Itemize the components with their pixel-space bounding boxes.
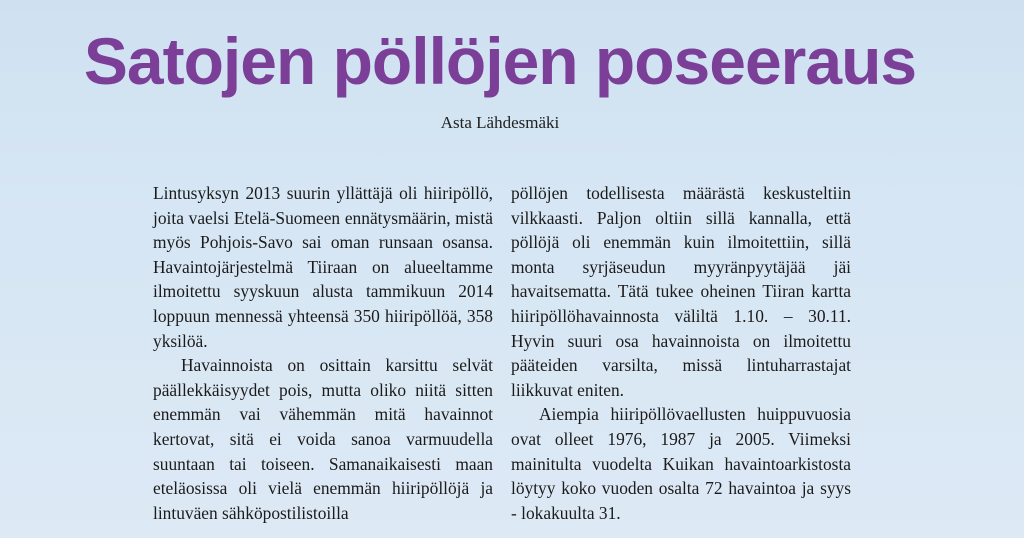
article-title: Satojen pöllöjen poseeraus	[83, 24, 917, 98]
paragraph: Aiempia hiiripöllövaellusten huippuvuosia ovat olleet 1976, 1987 ja 2005. Viimeksi mainitulta vuodelta Kuikan havaintoarkistosta löytyy koko vuoden osalta 72 havaintoa ja syys - lokakuulta 31.	[511, 404, 851, 523]
text-column-left	[153, 181, 493, 525]
paragraph: Lintusyksyn 2013 suurin yllättäjä oli hiiripöllö, joita vaelsi Etelä-Suomeen ennätysmäärin, mistä myös Pohjois-Savo sai oman runsaan osansa. Havaintojärjestelmä Tiiraan on alueeltamme ilmoitettu syyskuun alusta tammikuun 2014 loppuun mennessä yhteensä 350 hiiripöllöä, 358 yksilöä.	[153, 183, 493, 351]
paragraph: pöllöjen todellisesta määrästä keskusteltiin vilkkaasti. Paljon oltiin sillä kannalla, että pöllöjä oli enemmän kuin ilmoitettiin, sillä monta syrjäseudun myyränpyytäjää jäi havaitsematta. Tätä tukee oheinen Tiiran kartta hiiripöllöhavainnosta väliltä 1.10. – 30.11. Hyvin suuri osa havainnoista on ilmoitettu pääteiden varsilta, missä lintuharrastajat liikkuvat eniten.	[511, 183, 851, 400]
text-column-right	[511, 181, 851, 525]
paragraph: Havainnoista on osittain karsittu selvät päällekkäisyydet pois, mutta oliko niitä sitten enemmän vai vähemmän mitä havainnot kertovat, sitä ei voida sanoa varmuudella suuntaan tai toiseen. Samanaikaisesti maan eteläosissa oli vielä enemmän hiiripöllöjä ja lintuväen sähköpostilistoilla	[153, 355, 493, 523]
author-byline: Asta Lähdesmäki	[440, 113, 560, 132]
